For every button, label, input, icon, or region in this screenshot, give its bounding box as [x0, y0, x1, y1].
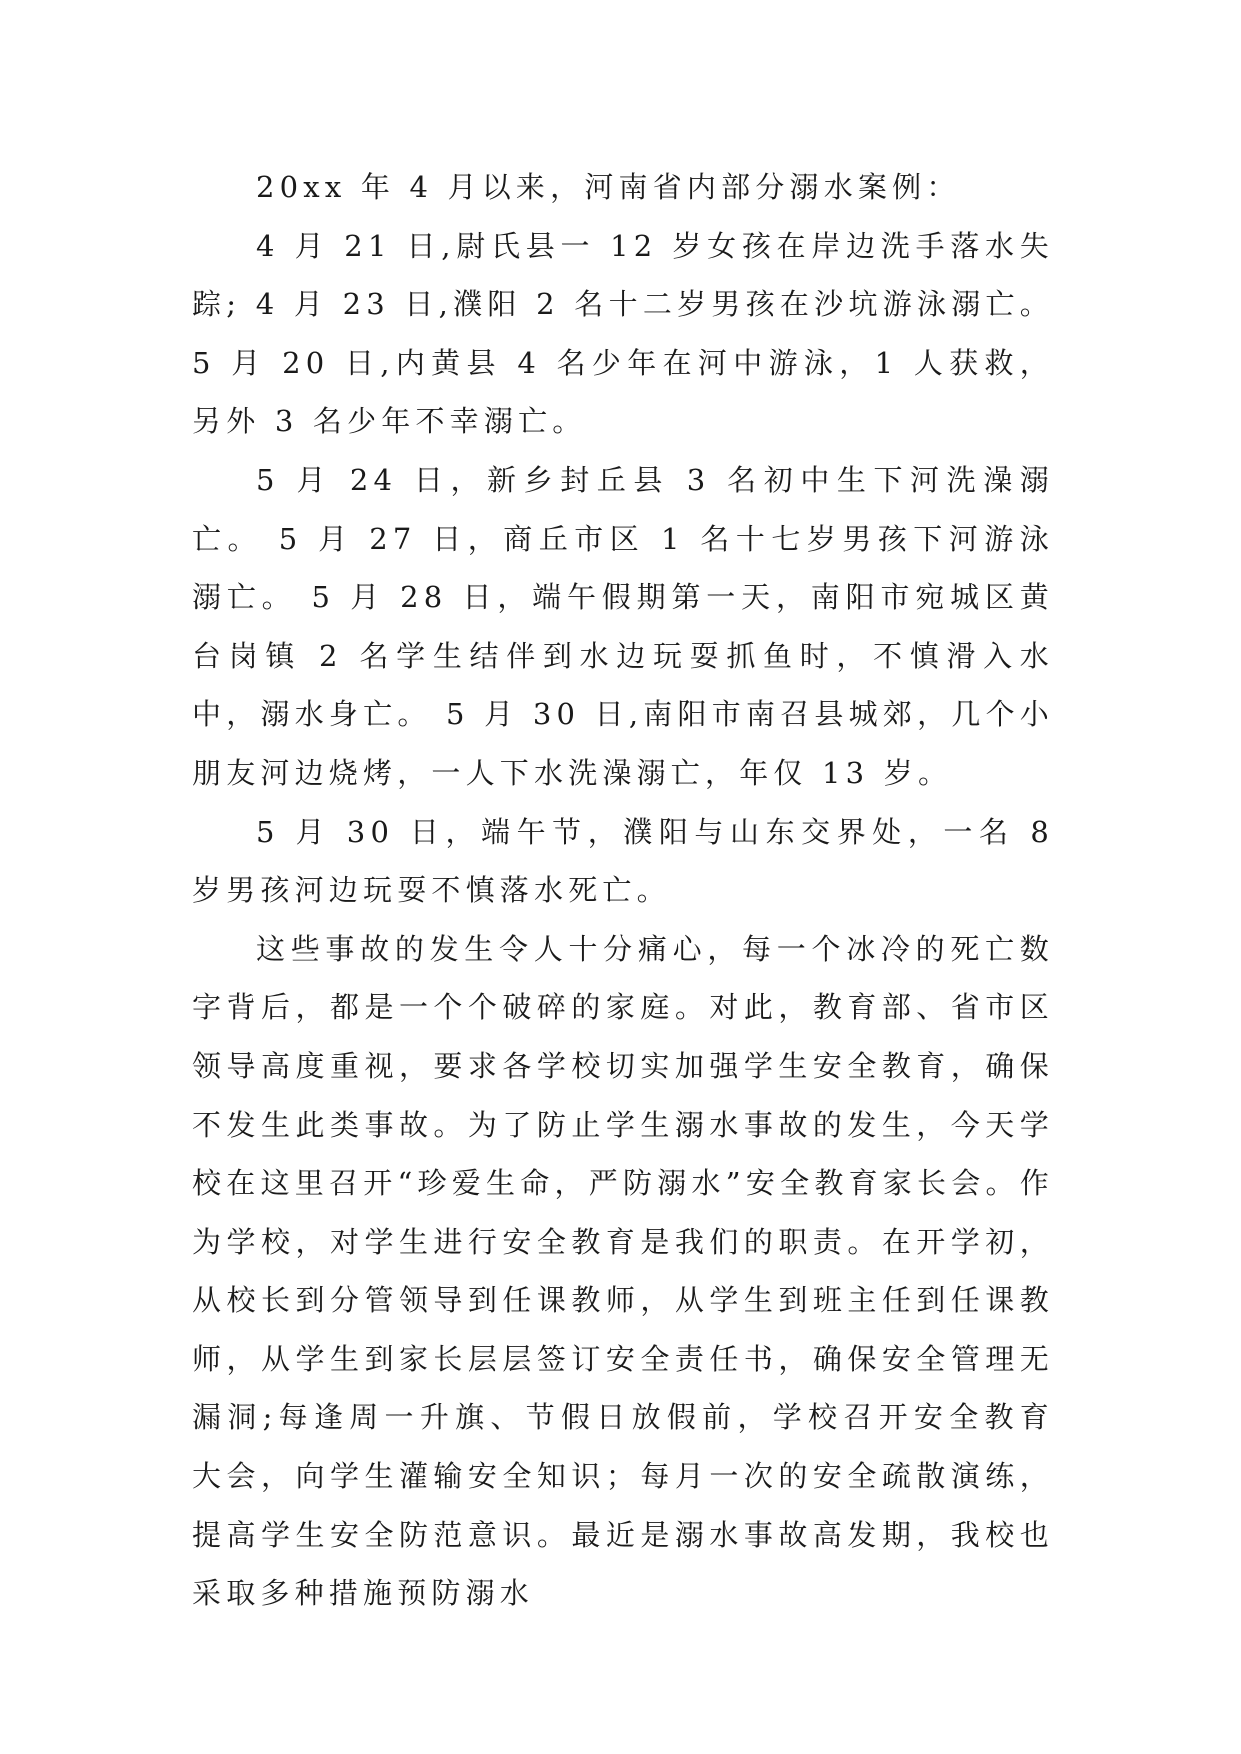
paragraph-intro: 20xx 年 4 月以来，河南省内部分溺水案例： — [256, 170, 961, 204]
paragraph-dragon-boat-case: 5 月 30 日，端午节，濮阳与山东交界处，一名 8 岁男孩河边玩耍不慎落水死亡。 — [192, 814, 1069, 908]
document-body — [192, 158, 1069, 1623]
paragraph-april-cases: 4 月 21 日,尉氏县一 12 岁女孩在岸边洗手落水失踪; 4 月 23 日,濮阳 2 名十二岁男孩在沙坑游泳溺亡。5 月 20 日,内黄县 4 名少年在河中游泳，1 人获救，另外 3 名少年不幸溺亡。 — [192, 228, 1054, 439]
paragraph-school-measures: 这些事故的发生令人十分痛心，每一个冰冷的死亡数字背后，都是一个个破碎的家庭。对此，教育部、省市区领导高度重视，要求各学校切实加强学生安全教育，确保不发生此类事故。为了防止学生溺水事故的发生，今天学校在这里召开“珍爱生命，严防溺水”安全教育家长会。作为学校，对学生进行安全教育是我们的职责。在开学初，从校长到分管领导到任课教师，从学生到班主任到任课教师，从学生到家长层层签订安全责任书，确保安全管理无漏洞;每逢周一升旗、节假日放假前，学校召开安全教育大会，向学生灌输安全知识；每月一次的安全疏散演练，提高学生安全防范意识。最近是溺水事故高发期，我校也采取多种措施预防溺水 — [192, 931, 1054, 1611]
paragraph-may-cases: 5 月 24 日，新乡封丘县 3 名初中生下河洗澡溺亡。 5 月 27 日，商丘市区 1 名十七岁男孩下河游泳溺亡。 5 月 28 日，端午假期第一天，南阳市宛城区黄台岗镇 2 名学生结伴到水边玩耍抓鱼时，不慎滑入水中，溺水身亡。 5 月 30 日,南阳市南召县城郊，几个小朋友河边烧烤，一人下水洗澡溺亡，年仅 13 岁。 — [192, 462, 1054, 790]
